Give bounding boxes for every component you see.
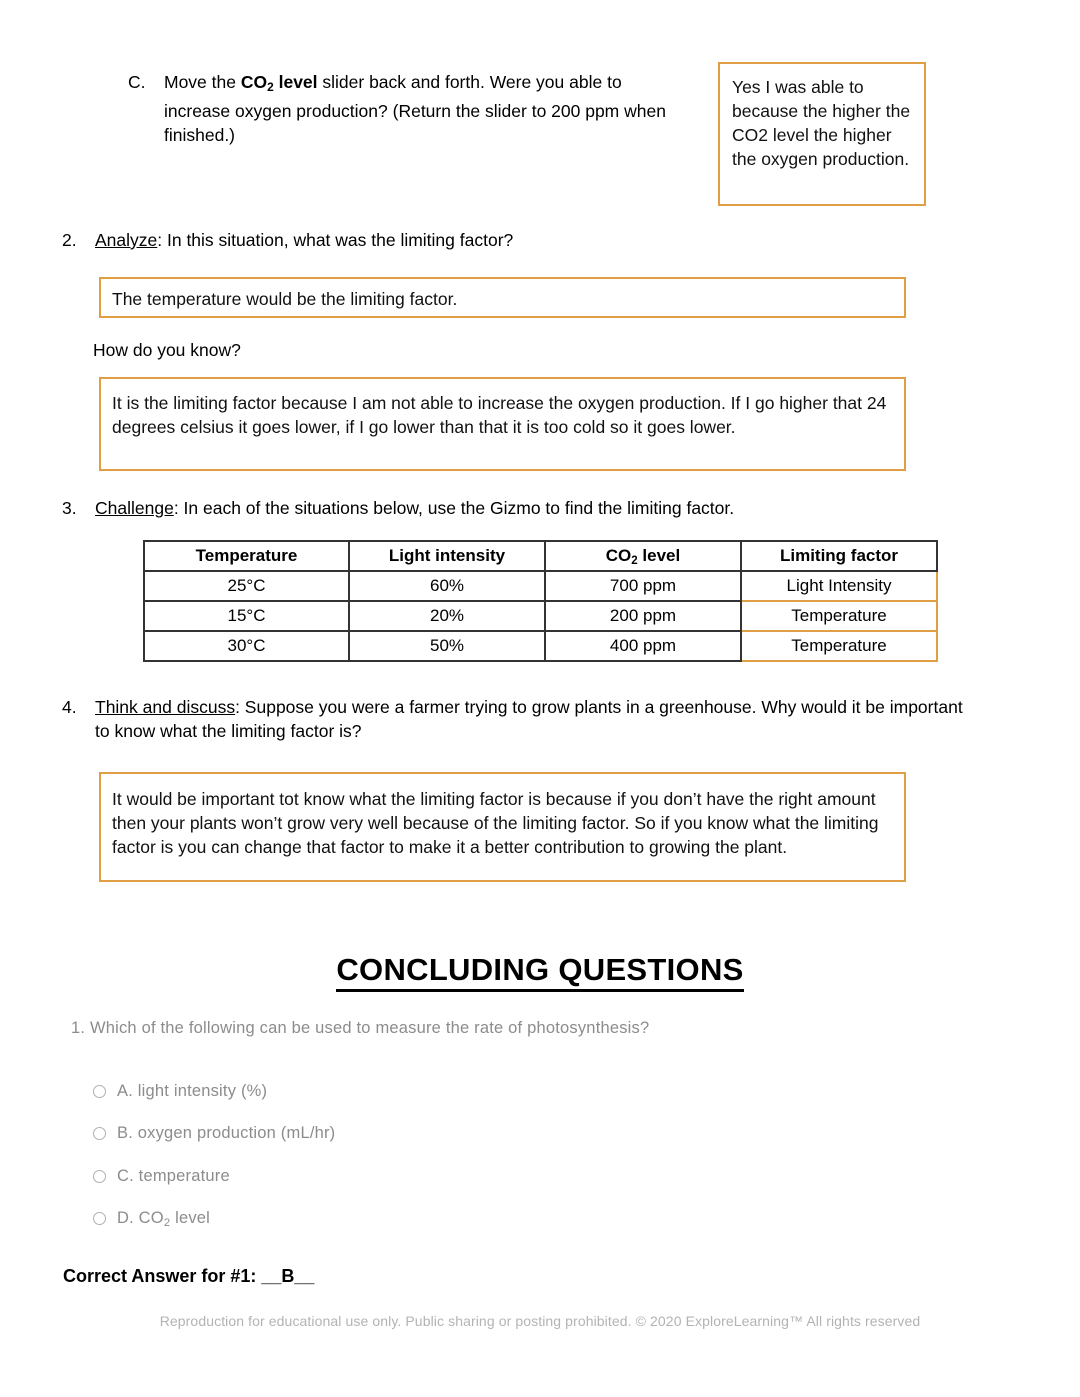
header-limiting-factor: Limiting factor (741, 541, 937, 571)
question-4-prompt: : Suppose you were a farmer trying to grow plants in a greenhouse. Why would it be important to know what the limiting factor is? (95, 697, 963, 741)
cell-temperature: 30°C (144, 631, 349, 661)
question-2-answer-box[interactable] (99, 277, 906, 318)
item-c-marker: C. (128, 72, 146, 92)
concluding-questions-title: CONCLUDING QUESTIONS (336, 952, 743, 992)
question-4-answer-box[interactable] (99, 772, 906, 882)
table-row (144, 601, 937, 631)
question-3-number: 3. (62, 498, 77, 518)
option-d[interactable] (93, 1198, 693, 1241)
cell-light-intensity: 50% (349, 631, 545, 661)
header-co2-level (545, 541, 741, 571)
cell-temperature: 25°C (144, 571, 349, 601)
table-header-row (144, 541, 937, 571)
question-4-answer-text: It would be important tot know what the limiting factor is because if you don’t have the right amount then your plants won’t grow very well because of the limiting factor. So if you know what the limiting factor is you can change that factor to make it a better contribution to growing the plant. (112, 789, 879, 857)
question-3-label: Challenge (95, 498, 174, 518)
question-3 (62, 496, 942, 520)
question-2-followup-answer-text: It is the limiting factor because I am not able to increase the oxygen production. If I go higher that 24 degrees celsius it goes lower, if I go lower than that it is too cold so it goes lower. (112, 393, 887, 437)
question-2-label: Analyze (95, 230, 158, 250)
radio-button-icon[interactable] (93, 1212, 106, 1225)
question-2-answer-text: The temperature would be the limiting factor. (112, 289, 458, 309)
question-2-followup-text: How do you know? (93, 340, 241, 360)
header-co2-prefix: CO (605, 545, 632, 565)
cell-temperature: 15°C (144, 601, 349, 631)
correct-answer-line: Correct Answer for #1: __B__ (63, 1266, 315, 1286)
option-d-subscript: 2 (163, 1216, 171, 1229)
question-2 (62, 228, 922, 252)
question-3-text (95, 496, 942, 520)
cell-limiting-factor[interactable]: Temperature (741, 601, 937, 631)
radio-button-icon[interactable] (93, 1127, 106, 1140)
option-a-label: A. light intensity (%) (117, 1081, 268, 1100)
radio-button-icon[interactable] (93, 1170, 106, 1183)
co2-subscript: 2 (267, 79, 274, 94)
question-2-prompt: : In this situation, what was the limiting factor? (157, 230, 514, 250)
option-d-prefix: D. CO (117, 1208, 164, 1227)
cell-co2-level: 200 ppm (545, 601, 741, 631)
item-c-answer-text: Yes I was able to because the higher the CO2 level the higher the oxygen production. (732, 77, 911, 169)
cell-co2-level: 700 ppm (545, 571, 741, 601)
item-c-text-after: slider back and forth. Were you able to increase oxygen production? (Return the slider to 200 ppm when finished.) (164, 72, 666, 145)
item-c-text (164, 70, 688, 147)
question-4-number: 4. (62, 697, 77, 717)
cell-co2-level: 400 ppm (545, 631, 741, 661)
question-2-number: 2. (62, 230, 77, 250)
cell-limiting-factor[interactable]: Light Intensity (741, 571, 937, 601)
level-label: level (273, 72, 318, 92)
concluding-question-1-options (93, 1070, 693, 1240)
question-2-followup (93, 338, 793, 362)
header-co2-suffix: level (637, 545, 681, 565)
option-d-label (117, 1209, 210, 1229)
item-c-answer-box[interactable] (718, 62, 926, 206)
option-b-label: B. oxygen production (mL/hr) (117, 1124, 336, 1143)
co2-label: CO (240, 72, 268, 92)
cell-limiting-factor[interactable]: Temperature (741, 631, 937, 661)
option-d-suffix: level (170, 1208, 211, 1227)
question-2-followup-answer-box[interactable] (99, 377, 906, 471)
radio-button-icon[interactable] (93, 1085, 106, 1098)
question-3-prompt: : In each of the situations below, use the Gizmo to find the limiting factor. (173, 498, 735, 518)
concluding-questions-heading (0, 952, 1080, 988)
concluding-question-1-stem: 1. Which of the following can be used to measure the rate of photosynthesis? (71, 1019, 650, 1037)
option-b[interactable] (93, 1113, 693, 1156)
header-co2-subscript: 2 (631, 554, 638, 567)
question-4 (62, 695, 982, 743)
cell-light-intensity: 60% (349, 571, 545, 601)
table-row (144, 571, 937, 601)
item-c-text-before: Move the (164, 72, 241, 92)
header-temperature: Temperature (144, 541, 349, 571)
cell-light-intensity: 20% (349, 601, 545, 631)
question-4-text (95, 695, 982, 743)
question-item-c (128, 70, 688, 147)
limiting-factor-table (143, 540, 938, 662)
option-c[interactable] (93, 1155, 693, 1198)
page-footer: Reproduction for educational use only. Public sharing or posting prohibited. © 2020 ExploreLearning™ All rights reserved (159, 1313, 921, 1329)
option-a[interactable] (93, 1070, 693, 1113)
question-2-text (95, 228, 922, 252)
table-row (144, 631, 937, 661)
header-light-intensity: Light intensity (349, 541, 545, 571)
option-c-label: C. temperature (117, 1166, 230, 1185)
question-4-label: Think and discuss (95, 697, 236, 717)
item-c-bold-term (241, 72, 318, 92)
